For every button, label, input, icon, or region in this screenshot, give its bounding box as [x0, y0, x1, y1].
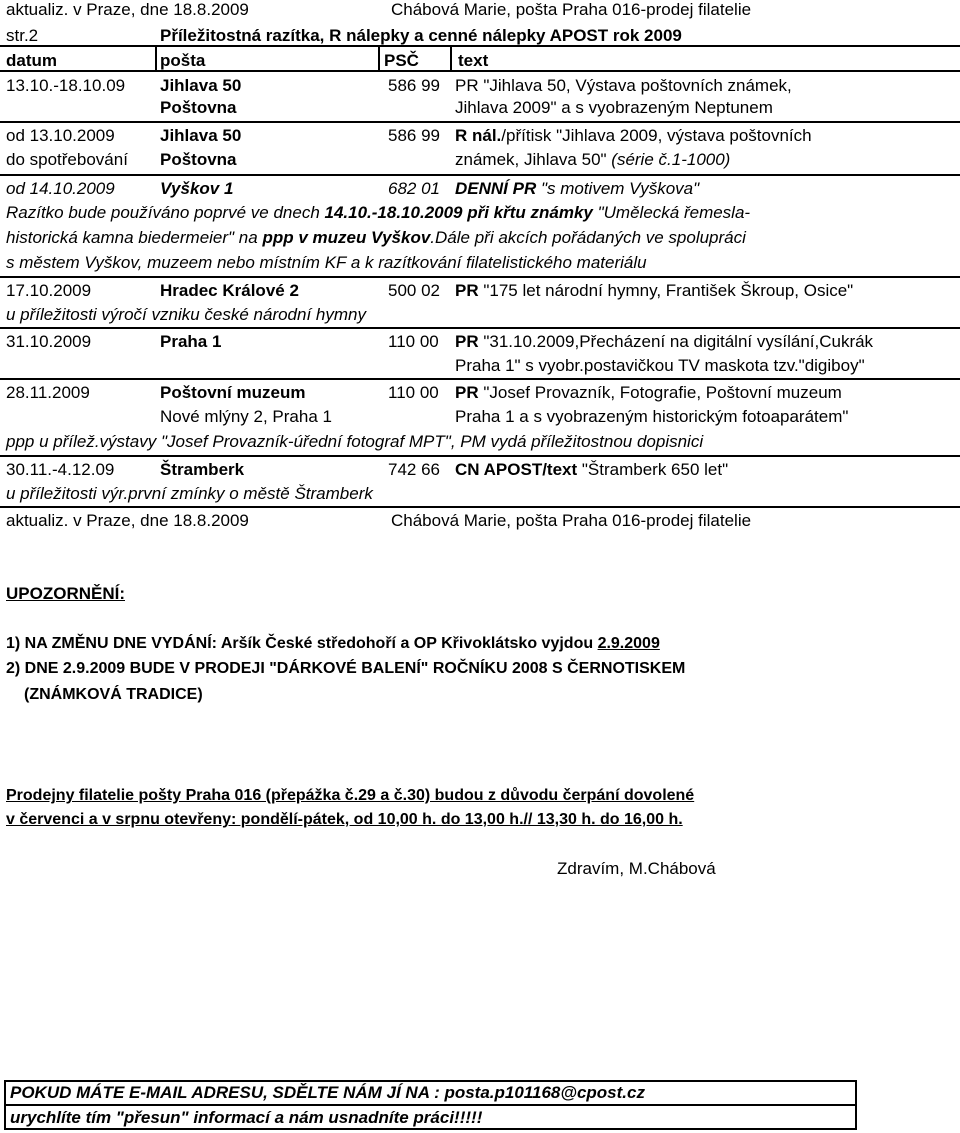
- row7-text-rest: "Štramberk 650 let": [577, 460, 729, 479]
- page-label: str.2: [6, 26, 39, 45]
- notice-item-2-sub: (ZNÁMKOVÁ TRADICE): [24, 686, 203, 703]
- row3-note-1: [6, 203, 750, 223]
- row5-zip: 110 00: [388, 332, 439, 351]
- row3-note-2c: .Dále při akcích pořádaných ve spolupráci: [430, 228, 746, 247]
- row2-text-2: [455, 150, 730, 170]
- row3-date: od 14.10.2009: [6, 179, 115, 198]
- row3-office: Vyškov 1: [160, 179, 234, 198]
- row7-note: u příležitosti výr.první zmínky o městě Štramberk: [6, 484, 373, 503]
- footer-thanks: urychlíte tím "přesun" informací a nám usnadníte práci!!!!!: [10, 1108, 483, 1127]
- row4-text: [455, 281, 853, 301]
- notice-item-1-date: 2.9.2009: [597, 635, 660, 652]
- row7-date: 30.11.-4.12.09: [6, 460, 115, 479]
- row1-zip: 586 99: [388, 76, 440, 95]
- notice-item-2: 2) DNE 2.9.2009 BUDE V PRODEJI "DÁRKOVÉ BALENÍ" ROČNÍKU 2008 S ČERNOTISKEM: [6, 660, 686, 677]
- row4-text-label: PR: [455, 281, 479, 300]
- row2-date-until: do spotřebování: [6, 150, 128, 169]
- header-date: datum: [6, 51, 57, 70]
- row4-zip: 500 02: [388, 281, 440, 300]
- row6-office-address: Nové mlýny 2, Praha 1: [160, 407, 332, 426]
- row7-text: [455, 460, 728, 480]
- row5-text: [455, 332, 873, 352]
- bottom-updated-date: aktualiz. v Praze, dne 18.8.2009: [6, 511, 249, 530]
- row1-office: Jihlava 50: [160, 76, 242, 95]
- row3-text-rest: "s motivem Vyškova": [536, 179, 700, 198]
- row6-text-rest: "Josef Provazník, Fotografie, Poštovní muzeum: [478, 383, 842, 402]
- row1-date: 13.10.-18.10.09: [6, 76, 126, 95]
- hours-line-1: Prodejny filatelie pošty Praha 016 (přepážka č.29 a č.30) budou z důvodu čerpání dovolené: [6, 787, 695, 804]
- row2-text-2b: (série č.: [611, 150, 672, 169]
- row6-text: [455, 383, 842, 403]
- row3-note-1b: 14.10.-18.10.2009 při křtu známky: [324, 203, 593, 222]
- hours-line-2: v červenci a v srpnu otevřeny: pondělí-pátek, od 10,00 h. do 13,00 h.// 13,30 h. do 16,00 h.: [6, 811, 683, 828]
- row6-zip: 110 00: [388, 383, 439, 402]
- footer-email-request: POKUD MÁTE E-MAIL ADRESU, SDĚLTE NÁM JÍ NA : posta.p101168@cpost.cz: [10, 1083, 645, 1102]
- row3-note-2: [6, 228, 746, 248]
- top-updated-date: aktualiz. v Praze, dne 18.8.2009: [6, 0, 249, 19]
- row2-text-2c: 1-1000): [671, 150, 731, 169]
- row3-note-1c: "Umělecká řemesla-: [592, 203, 751, 222]
- row6-note: ppp u přílež.výstavy "Josef Provazník-úřední fotograf MPT", PM vydá příležitostnou dopisnici: [6, 432, 704, 451]
- row5-date: 31.10.2009: [6, 332, 92, 351]
- row5-text-rest: "31.10.2009,Přecházení na digitální vysílání,Cukrák: [478, 332, 874, 351]
- notice-item-1: [6, 634, 660, 654]
- notice-heading: UPOZORNĚNÍ:: [6, 584, 125, 603]
- row6-text-label: PR: [455, 383, 479, 402]
- row5-office: Praha 1: [160, 332, 222, 351]
- row2-text: [455, 126, 812, 146]
- row2-text-2a: známek, Jihlava 50": [455, 150, 612, 169]
- row4-office: Hradec Králové 2: [160, 281, 299, 300]
- notice-item-1-text: 1) NA ZMĚNU DNE VYDÁNÍ: Aršík České středohoří a OP Křivoklátsko vyjdou: [6, 635, 598, 652]
- row6-date: 28.11.2009: [6, 383, 90, 402]
- row3-text-label: DENNÍ PR: [455, 179, 537, 198]
- top-author: Chábová Marie, pošta Praha 016-prodej filatelie: [391, 0, 752, 19]
- row2-zip: 586 99: [388, 126, 440, 145]
- row3-note-2b: ppp v muzeu Vyškov: [262, 228, 431, 247]
- row4-date: 17.10.2009: [6, 281, 92, 300]
- row3-note-3: s městem Vyškov, muzeem nebo místním KF a k razítkování filatelistického materiálu: [6, 253, 647, 272]
- header-office: pošta: [160, 51, 206, 70]
- row3-note-2a: historická kamna biedermeier" na: [6, 228, 263, 247]
- row3-text: [455, 179, 699, 199]
- row7-text-label: CN APOST/text: [455, 460, 578, 479]
- row3-zip: 682 01: [388, 179, 440, 198]
- row6-office: Poštovní muzeum: [160, 383, 306, 402]
- row1-text-2: Jihlava 2009" a s vyobrazeným Neptunem: [455, 98, 773, 117]
- page-title: Příležitostná razítka, R nálepky a cenné nálepky APOST rok 2009: [160, 26, 682, 45]
- row5-text-2: Praha 1" s vyobr.postavičkou TV maskota tzv."digiboy": [455, 356, 865, 375]
- header-zip: PSČ: [384, 51, 419, 70]
- row4-text-rest: "175 let národní hymny, František Škroup, Osice": [478, 281, 854, 300]
- row4-note: u příležitosti výročí vzniku české národní hymny: [6, 305, 366, 324]
- row2-office-sub: Poštovna: [160, 150, 237, 169]
- row3-note-1a: Razítko bude používáno poprvé ve dnech: [6, 203, 325, 222]
- row7-zip: 742 66: [388, 460, 440, 479]
- row2-date: od 13.10.2009: [6, 126, 115, 145]
- row5-text-label: PR: [455, 332, 479, 351]
- row1-office-sub: Poštovna: [160, 98, 237, 117]
- bottom-author: Chábová Marie, pošta Praha 016-prodej filatelie: [391, 511, 752, 530]
- row7-office: Štramberk: [160, 460, 245, 479]
- row1-text: PR "Jihlava 50, Výstava poštovních známek,: [455, 76, 792, 95]
- header-text: text: [458, 51, 489, 70]
- row2-text-rest: /přítisk "Jihlava 2009, výstava poštovních: [501, 126, 812, 145]
- signature: Zdravím, M.Chábová: [557, 859, 716, 878]
- row2-text-label: R nál.: [455, 126, 502, 145]
- row6-text-2: Praha 1 a s vyobrazeným historickým fotoaparátem": [455, 407, 849, 426]
- row2-office: Jihlava 50: [160, 126, 242, 145]
